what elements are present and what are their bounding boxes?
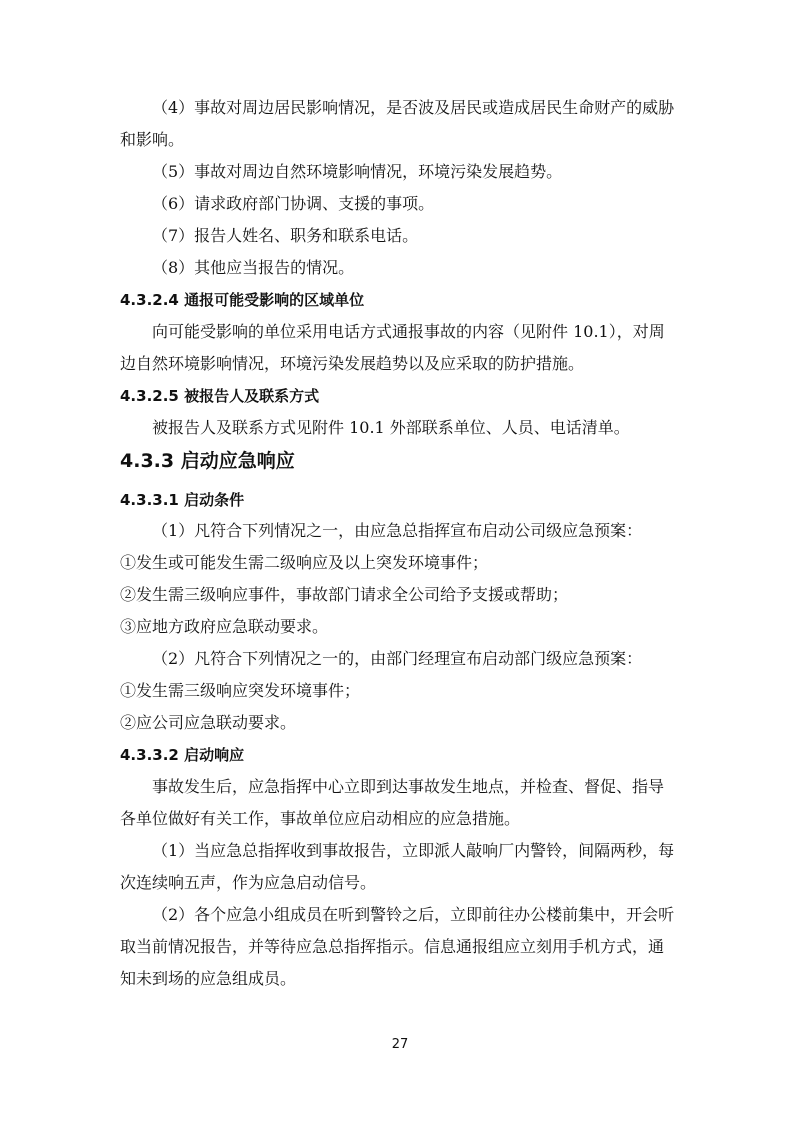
condition-1: （1）凡符合下列情况之一，由应急总指挥宣布启动公司级应急预案： xyxy=(152,521,643,540)
condition-1-c: ③应地方政府应急联动要求。 xyxy=(120,617,329,636)
page-number: 27 xyxy=(391,1037,409,1052)
heading-4-3-3-2: 4.3.3.2 启动响应 xyxy=(120,746,245,764)
response-item-2-cont: 取当前情况报告，并等待应急总指挥指示。信息通报组应立刻用手机方式，通 xyxy=(120,937,665,956)
paragraph-contacts: 被报告人及联系方式见附件 10.1 外部联系单位、人员、电话清单。 xyxy=(152,418,630,437)
paragraph-notify: 向可能受影响的单位采用电话方式通报事故的内容（见附件 10.1），对周 xyxy=(152,322,665,341)
paragraph-item-6: （6）请求政府部门协调、支援的事项。 xyxy=(152,194,435,213)
response-item-1: （1）当应急总指挥收到事故报告，立即派人敲响厂内警铃，间隔两秒，每 xyxy=(152,841,675,860)
paragraph-item-8: （8）其他应当报告的情况。 xyxy=(152,258,355,277)
paragraph-item-4-cont: 和影响。 xyxy=(120,130,185,149)
heading-4-3-2-4: 4.3.2.4 通报可能受影响的区域单位 xyxy=(120,291,365,309)
condition-1-b: ②发生需三级响应事件，事故部门请求全公司给予支援或帮助； xyxy=(120,585,569,604)
paragraph-item-7: （7）报告人姓名、职务和联系电话。 xyxy=(152,226,419,245)
response-item-1-cont: 次连续响五声，作为应急启动信号。 xyxy=(120,873,377,892)
paragraph-notify-cont: 边自然环境影响情况，环境污染发展趋势以及应采取的防护措施。 xyxy=(120,354,585,373)
paragraph-response-cont: 各单位做好有关工作，事故单位应启动相应的应急措施。 xyxy=(120,809,521,828)
paragraph-item-4: （4）事故对周边居民影响情况，是否波及居民或造成居民生命财产的威胁 xyxy=(152,98,675,117)
heading-4-3-2-5: 4.3.2.5 被报告人及联系方式 xyxy=(120,387,320,405)
condition-2: （2）凡符合下列情况之一的，由部门经理宣布启动部门级应急预案： xyxy=(152,649,643,668)
heading-4-3-3-1: 4.3.3.1 启动条件 xyxy=(120,491,245,509)
condition-2-a: ①发生需三级响应突发环境事件； xyxy=(120,681,361,700)
response-item-2-cont2: 知未到场的应急组成员。 xyxy=(120,969,297,988)
condition-1-a: ①发生或可能发生需二级响应及以上突发环境事件； xyxy=(120,553,489,572)
paragraph-item-5: （5）事故对周边自然环境影响情况，环境污染发展趋势。 xyxy=(152,162,563,181)
heading-4-3-3: 4.3.3 启动应急响应 xyxy=(120,450,295,472)
condition-2-b: ②应公司应急联动要求。 xyxy=(120,713,297,732)
response-item-2: （2）各个应急小组成员在听到警铃之后，立即前往办公楼前集中，开会听 xyxy=(152,905,675,924)
paragraph-response: 事故发生后，应急指挥中心立即到达事故发生地点，并检查、督促、指导 xyxy=(152,777,665,796)
